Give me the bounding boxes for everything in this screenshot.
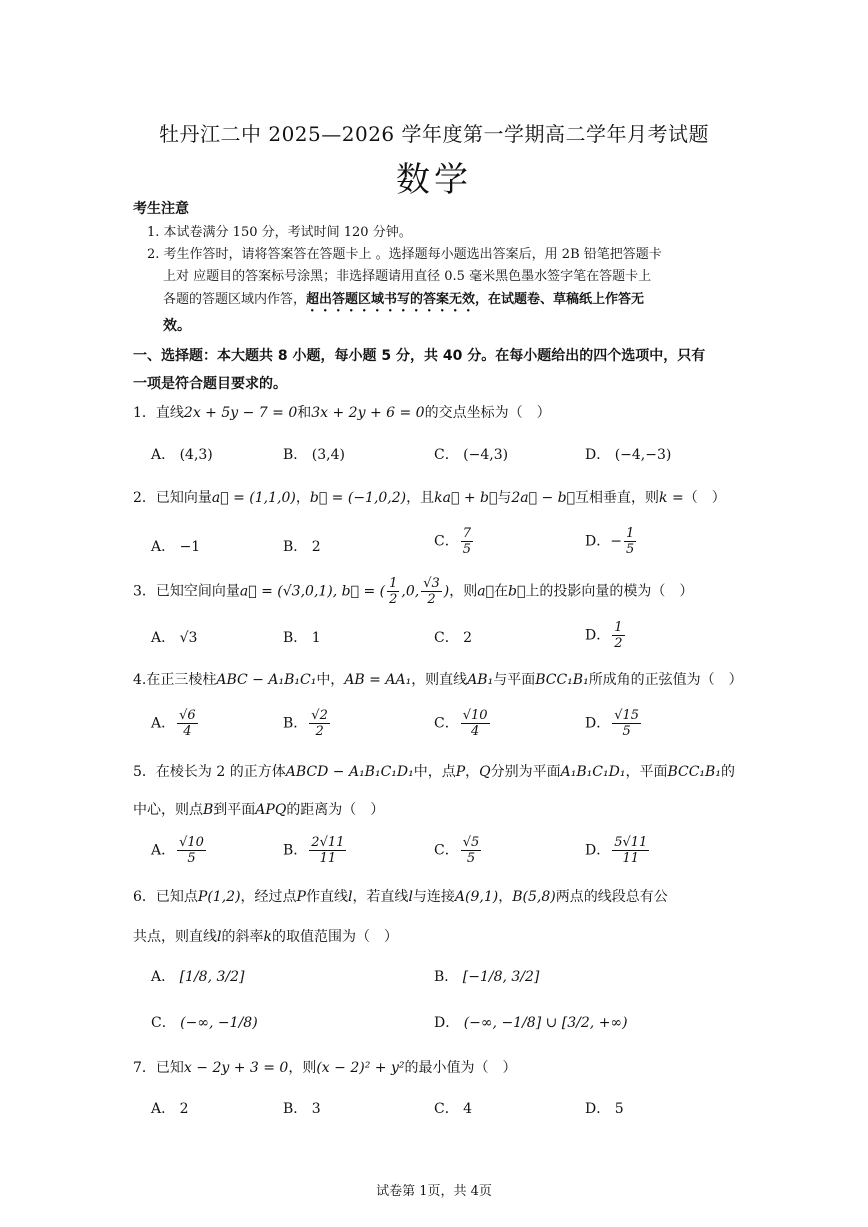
q2-number: 2． xyxy=(133,490,156,506)
option-label: C． xyxy=(151,1015,176,1031)
question-5-line-2 xyxy=(133,799,753,821)
fraction-numerator: √10 xyxy=(179,835,204,850)
q4-text: 在正三棱柱 xyxy=(146,672,217,688)
q4-text: 所成角的正弦值为（ ） xyxy=(588,672,743,688)
option-label: A． xyxy=(151,539,176,555)
question-3 xyxy=(133,576,753,607)
q3-text: 上的投影向量的模为（ ） xyxy=(525,583,694,600)
fraction-denominator: 2 xyxy=(427,592,436,607)
fraction-numerator: 2√11 xyxy=(311,835,345,850)
q1-mid: 和 xyxy=(297,405,312,421)
option-label: D． xyxy=(585,627,611,644)
option-label: B． xyxy=(283,447,308,463)
notice-item-2-line-3 xyxy=(163,289,763,315)
q6-option-a xyxy=(151,966,244,986)
option-fraction xyxy=(309,708,330,739)
fraction-numerator: √6 xyxy=(179,708,196,723)
q4-line: AB₁ xyxy=(467,672,494,688)
q3-option-b xyxy=(283,627,321,647)
q1-option-a xyxy=(151,444,213,464)
q5-text: 在棱长为 2 的正方体 xyxy=(155,764,286,780)
q2-vector-b: b⃗ = (−1,0,2) xyxy=(309,490,407,506)
section-1-line-2: 一项是符合题目要求的。 xyxy=(133,376,287,392)
option-fraction xyxy=(612,620,624,651)
notice-heading: 考生注意 xyxy=(133,201,189,217)
q4-option-a xyxy=(151,708,200,739)
question-6-line-2 xyxy=(133,926,753,948)
question-7 xyxy=(133,1057,753,1079)
q3-b: b⃗ xyxy=(508,583,526,600)
q7-equation: x − 2y + 3 = 0 xyxy=(183,1060,289,1076)
q4-text: ，则直线 xyxy=(411,672,468,688)
option-label: C． xyxy=(434,447,459,463)
q5-number: 5． xyxy=(133,764,156,780)
notice-plain-text: 各题的答题区域内作答， xyxy=(163,292,307,307)
option-label: D． xyxy=(585,715,611,732)
q6-point-a: A(9,1) xyxy=(454,889,499,905)
q5-text: ，平面 xyxy=(625,764,668,780)
notice-bold-text-1: 超出答题区域书写的答案无效 xyxy=(306,292,476,307)
q6-option-d xyxy=(434,1012,628,1032)
q4-option-c xyxy=(434,708,492,739)
q6-point-p: P(1,2) xyxy=(197,889,241,905)
q3-half xyxy=(387,576,399,607)
q6-text: ，若直线 xyxy=(352,889,409,905)
q7-text: 的最小值为（ ） xyxy=(404,1060,517,1076)
option-label: D． xyxy=(585,533,611,550)
q6-k: k xyxy=(263,929,272,945)
q2-vector-a: a⃗ = (1,1,0) xyxy=(211,490,296,506)
option-label: B． xyxy=(283,715,308,732)
option-value: 2 xyxy=(463,630,473,646)
option-label: A． xyxy=(151,969,176,985)
q6-number: 6． xyxy=(133,889,156,905)
q7-expression: (x − 2)² + y² xyxy=(316,1060,405,1076)
q7-option-a xyxy=(151,1098,189,1118)
option-value: 4 xyxy=(463,1101,473,1117)
option-fraction xyxy=(612,835,649,866)
q6-option-b xyxy=(434,966,539,986)
fraction-denominator: 2 xyxy=(389,592,398,607)
q6-option-c xyxy=(151,1012,258,1032)
option-sign: − xyxy=(610,533,622,550)
q1-number: 1． xyxy=(133,405,156,421)
q5-q: Q xyxy=(479,764,491,780)
q7-option-b xyxy=(283,1098,321,1118)
q4-option-b xyxy=(283,708,332,739)
option-value: 2 xyxy=(179,1101,189,1117)
fraction-denominator: 2 xyxy=(614,636,623,651)
option-value: 5 xyxy=(614,1101,624,1117)
fraction-denominator: 4 xyxy=(183,724,192,739)
q2-expr-1: ka⃗ + b⃗ xyxy=(434,490,498,506)
q2-text: 与 xyxy=(497,490,512,506)
q6-text: ，经过点 xyxy=(240,889,297,905)
option-label: A． xyxy=(151,1101,176,1117)
q6-text: ， xyxy=(498,889,513,905)
option-label: B． xyxy=(283,842,308,859)
q6-text: 与连接 xyxy=(412,889,455,905)
question-2 xyxy=(133,487,753,509)
q2-text: （ ） xyxy=(683,490,726,506)
fraction-numerator: √10 xyxy=(462,708,488,723)
q2-text: ， xyxy=(295,490,310,506)
q2-text: ，且 xyxy=(406,490,435,506)
notice-bold-text-2: 在试题卷、草稿纸上作答无 xyxy=(488,292,645,307)
option-label: C． xyxy=(434,842,459,859)
option-value: [1/8, 3/2] xyxy=(179,969,245,985)
q5-text: 的距离为（ ） xyxy=(286,802,385,818)
q3-mid: ,0, xyxy=(401,583,420,600)
notice-item-2-line-4: 效。 xyxy=(163,318,191,334)
q2-text: 已知向量 xyxy=(155,490,212,506)
q3-option-d xyxy=(585,620,627,651)
q3-option-c xyxy=(434,627,472,647)
fraction-numerator: 1 xyxy=(389,576,398,591)
q5-option-d xyxy=(585,835,651,866)
q6-text: 的斜率 xyxy=(221,929,264,945)
question-6-line-1 xyxy=(133,886,753,908)
fraction-denominator: 4 xyxy=(470,724,480,739)
option-label: C． xyxy=(434,533,459,550)
question-1 xyxy=(133,402,753,424)
option-label: A． xyxy=(151,630,176,646)
q6-text: 已知点 xyxy=(155,889,198,905)
q3-text: ，则 xyxy=(449,583,478,600)
q6-text: 的取值范围为（ ） xyxy=(271,929,398,945)
q7-option-c xyxy=(434,1098,472,1118)
fraction-numerator: √3 xyxy=(423,576,440,591)
q5-text: 的 xyxy=(720,764,735,780)
option-fraction xyxy=(177,835,206,866)
q1-option-c xyxy=(434,444,508,464)
q5-text: 分别为平面 xyxy=(490,764,561,780)
fraction-denominator: 11 xyxy=(319,851,337,866)
q2-option-a xyxy=(151,536,200,556)
option-value: 1 xyxy=(311,630,321,646)
fraction-numerator: √2 xyxy=(311,708,328,723)
q3-option-a xyxy=(151,627,197,647)
q6-l: l xyxy=(408,889,413,905)
q5-p: P xyxy=(455,764,466,780)
q1-pre: 直线 xyxy=(155,405,184,421)
option-label: D． xyxy=(585,842,611,859)
q1-option-b xyxy=(283,444,345,464)
notice-item-2-line-2: 上对 应题目的答案标号涂黑；非选择题请用直径 0.5 毫米黑色墨水签字笔在答题卡上 xyxy=(163,269,652,284)
option-label: B． xyxy=(283,1101,308,1117)
fraction-denominator: 5 xyxy=(625,542,635,557)
fraction-numerator: 7 xyxy=(462,526,471,541)
q3-a: a⃗ xyxy=(477,583,494,600)
q2-text: 互相垂直，则 xyxy=(575,490,660,506)
fraction-denominator: 5 xyxy=(187,851,196,866)
option-fraction xyxy=(624,526,636,557)
section-1-line-1: 一、选择题：本大题共 8 小题，每小题 5 分，共 40 分。在每小题给出的四个选项中，只有 xyxy=(133,348,706,364)
q7-text: ，则 xyxy=(288,1060,317,1076)
option-fraction xyxy=(309,835,346,866)
option-value: 2 xyxy=(311,539,321,555)
option-value: 3 xyxy=(311,1101,321,1117)
q5-cube: ABCD − A₁B₁C₁D₁ xyxy=(285,764,414,780)
option-label: D． xyxy=(585,1101,611,1117)
q5-text: ， xyxy=(465,764,480,780)
q3-number: 3． xyxy=(133,583,156,600)
q6-text: 作直线 xyxy=(305,889,348,905)
option-label: C． xyxy=(434,630,459,646)
q7-option-d xyxy=(585,1098,624,1118)
q7-number: 7． xyxy=(133,1060,156,1076)
subject-title: 数学 xyxy=(396,160,472,200)
option-label: A． xyxy=(151,447,176,463)
question-5-line-1 xyxy=(133,761,753,783)
q4-number: 4. xyxy=(133,672,147,688)
fraction-denominator: 5 xyxy=(466,851,476,866)
q3-close: ) xyxy=(443,583,450,600)
q5-plane-1: A₁B₁C₁D₁ xyxy=(560,764,626,780)
option-value: (−∞, −1/8) xyxy=(180,1015,258,1031)
q4-prism: ABC − A₁B₁C₁ xyxy=(216,672,317,688)
q1-eq2: 3x + 2y + 6 = 0 xyxy=(311,405,425,421)
fraction-numerator: 5√11 xyxy=(614,835,648,850)
q2-option-c xyxy=(434,526,475,557)
q5-option-c xyxy=(434,835,483,866)
q5-text: 中心，则点 xyxy=(133,802,203,818)
q6-l: l xyxy=(347,889,353,905)
option-value: (−∞, −1/8] ∪ [3/2, +∞) xyxy=(463,1015,628,1031)
option-value: (−4,3) xyxy=(463,447,509,463)
q3-text: 在 xyxy=(494,583,508,600)
fraction-denominator: 2 xyxy=(315,724,324,739)
q4-text: 与平面 xyxy=(493,672,536,688)
q7-text: 已知 xyxy=(155,1060,184,1076)
q3-root3-half xyxy=(421,576,442,607)
q4-option-d xyxy=(585,708,643,739)
option-fraction xyxy=(461,526,473,557)
option-label: D． xyxy=(585,447,611,463)
question-4 xyxy=(133,669,753,691)
q5-option-a xyxy=(151,835,208,866)
fraction-numerator: √5 xyxy=(462,835,480,850)
option-fraction xyxy=(461,835,482,866)
option-value: (−4,−3) xyxy=(614,447,672,463)
option-fraction xyxy=(461,708,490,739)
option-label: C． xyxy=(434,715,459,732)
page-footer: 试卷第 1页，共 4页 xyxy=(376,1184,492,1199)
option-value: [−1/8, 3/2] xyxy=(462,969,540,985)
q3-text: 已知空间向量 xyxy=(155,583,240,600)
q4-text: 中， xyxy=(316,672,345,688)
option-value: −1 xyxy=(179,539,201,555)
q2-k: k = xyxy=(659,490,684,506)
option-label: D． xyxy=(434,1015,460,1031)
q1-option-d xyxy=(585,444,671,464)
q6-point-b: B(5,8) xyxy=(512,889,556,905)
option-fraction xyxy=(177,708,198,739)
q5-option-b xyxy=(283,835,348,866)
q5-text: 到平面 xyxy=(213,802,256,818)
q1-eq1: 2x + 5y − 7 = 0 xyxy=(183,405,298,421)
fraction-denominator: 11 xyxy=(622,851,640,866)
q2-expr-2: 2a⃗ − b⃗ xyxy=(511,490,576,506)
fraction-denominator: 5 xyxy=(622,724,631,739)
option-label: B． xyxy=(283,539,308,555)
q3-vectors: a⃗ = (√3,0,1), b⃗ = ( xyxy=(239,583,386,600)
fraction-numerator: 1 xyxy=(625,526,635,541)
option-value: (4,3) xyxy=(179,447,213,463)
notice-item-1: 1. 本试卷满分 150 分，考试时间 120 分钟。 xyxy=(147,225,412,240)
q5-apq: APQ xyxy=(255,802,287,818)
q5-b: B xyxy=(203,802,214,818)
notice-item-2-line-1: 2. 考生作答时，请将答案答在答题卡上 。选择题每小题选出答案后，用 2B 铅笔把答题卡 xyxy=(147,247,662,262)
exam-title: 牡丹江二中 2025—2026 学年度第一学期高二学年月考试题 xyxy=(158,122,709,146)
option-fraction xyxy=(612,708,641,739)
option-label: A． xyxy=(151,715,176,732)
fraction-denominator: 5 xyxy=(462,542,471,557)
option-value: √3 xyxy=(179,630,198,646)
option-label: C． xyxy=(434,1101,459,1117)
notice-separator: ， xyxy=(475,292,489,307)
q6-text: 两点的线段总有公 xyxy=(555,889,668,905)
q2-option-d xyxy=(585,526,638,557)
q6-l: l xyxy=(217,929,222,945)
fraction-numerator: √15 xyxy=(614,708,640,723)
q4-condition: AB = AA₁ xyxy=(344,672,412,688)
q5-text: 中，点 xyxy=(413,764,456,780)
q4-plane: BCC₁B₁ xyxy=(535,672,589,688)
fraction-numerator: 1 xyxy=(614,620,623,635)
option-value: (3,4) xyxy=(311,447,345,463)
option-label: B． xyxy=(283,630,308,646)
option-label: B． xyxy=(434,969,459,985)
q5-plane-2: BCC₁B₁ xyxy=(667,764,721,780)
q2-option-b xyxy=(283,536,321,556)
q1-post: 的交点坐标为（ ） xyxy=(424,405,551,421)
q6-text: 共点，则直线 xyxy=(133,929,217,945)
option-label: A． xyxy=(151,842,176,859)
q6-p: P xyxy=(296,889,306,905)
